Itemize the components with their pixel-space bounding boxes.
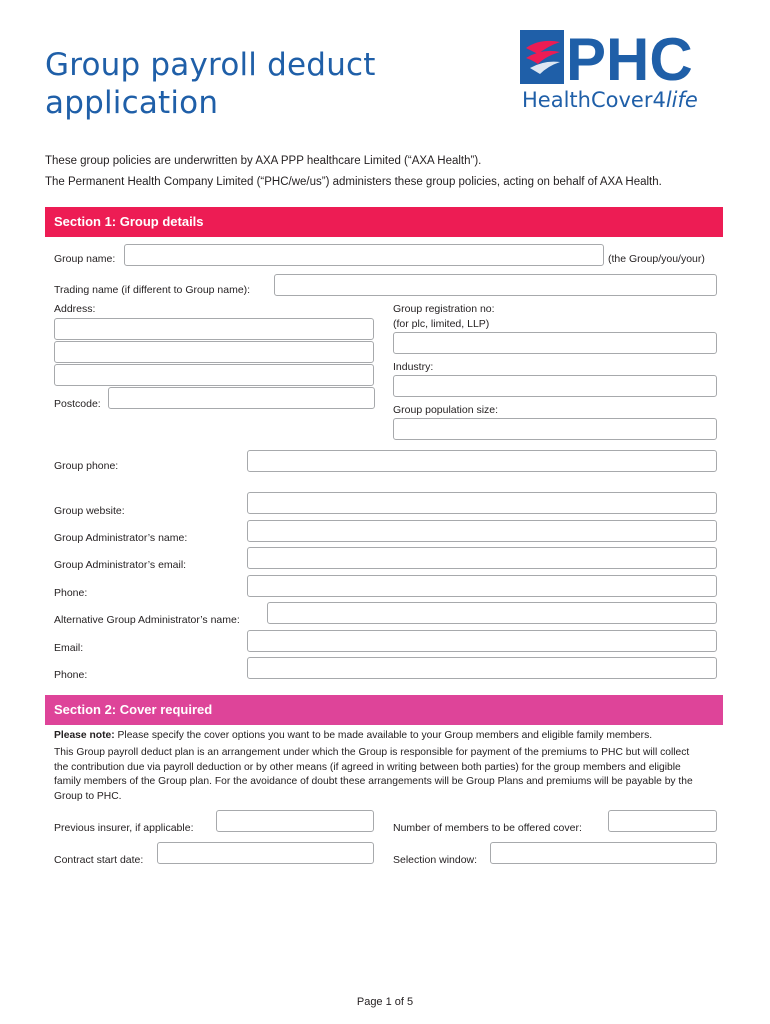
logo-tagline-italic: life [665,88,698,112]
admin-email-label: Group Administrator’s email: [54,559,187,571]
group-name-suffix: (the Group/you/your) [608,253,705,265]
postcode-input[interactable] [108,387,375,409]
previous-insurer-input[interactable] [216,810,374,832]
group-name-label: Group name: [54,253,116,265]
population-label: Group population size: [393,404,499,416]
start-date-input[interactable] [157,842,374,864]
address-line-1-input[interactable] [54,318,374,340]
industry-label: Industry: [393,361,434,373]
page-number: Page 1 of 5 [356,996,414,1008]
group-website-input[interactable] [247,492,717,514]
admin-email-input[interactable] [247,547,717,569]
admin-name-label: Group Administrator’s name: [54,532,188,544]
section-2-header: Section 2: Cover required [45,695,723,725]
cover-paragraph: This Group payroll deduct plan is an arrangement under which the Group is responsible for payment of the premiums to PHC but will collect the contribution due via payroll deduction or by other means (if agreed in writing between both parties) for the group members and eligible family members of the Group plan. For the avoidance of doubt these arrangements will be Group Plans and premiums will be payable by the Group to PHC. [54,747,693,802]
alt-phone-label: Phone: [54,669,88,681]
alt-admin-label: Alternative Group Administrator’s name: [54,614,240,626]
trading-name-input[interactable] [274,274,717,296]
population-input[interactable] [393,418,717,440]
postcode-label: Postcode: [54,398,101,410]
address-label: Address: [54,303,96,315]
address-line-2-input[interactable] [54,341,374,363]
intro-line-2: The Permanent Health Company Limited (“PHC/we/us”) administers these group policies, acting on behalf of AXA Health. [45,176,662,188]
registration-label: Group registration no: [393,303,495,315]
selection-window-label: Selection window: [393,854,478,866]
admin-name-input[interactable] [247,520,717,542]
registration-sublabel: (for plc, limited, LLP) [393,318,490,330]
trading-name-label: Trading name (if different to Group name): [54,284,251,296]
alt-phone-input[interactable] [247,657,717,679]
address-line-3-input[interactable] [54,364,374,386]
previous-insurer-label: Previous insurer, if applicable: [54,822,194,834]
start-date-label: Contract start date: [54,854,144,866]
group-website-label: Group website: [54,505,125,517]
industry-input[interactable] [393,375,717,397]
logo-tagline [522,88,698,112]
selection-window-input[interactable] [490,842,717,864]
group-phone-label: Group phone: [54,460,119,472]
logo-text: PHC [566,28,693,88]
email-input[interactable] [247,630,717,652]
intro-line-1: These group policies are underwritten by AXA PPP healthcare Limited (“AXA Health”). [45,155,482,167]
cover-note [54,729,719,744]
cover-note-bold: Please note: [54,730,115,741]
page-title: Group payroll deduct application [45,47,376,121]
phc-shield-icon [520,28,725,88]
section-1-header: Section 1: Group details [45,207,723,237]
cover-note-text: Please specify the cover options you want to be made available to your Group members and eligible family members. [114,730,653,741]
phone-label: Phone: [54,587,88,599]
alt-admin-input[interactable] [267,602,717,624]
registration-input[interactable] [393,332,717,354]
group-name-input[interactable] [124,244,604,266]
email-label: Email: [54,642,84,654]
phone-input[interactable] [247,575,717,597]
members-input[interactable] [608,810,717,832]
group-phone-input[interactable] [247,450,717,472]
logo-tagline-plain: HealthCover4 [522,88,666,112]
members-label: Number of members to be offered cover: [393,822,582,834]
